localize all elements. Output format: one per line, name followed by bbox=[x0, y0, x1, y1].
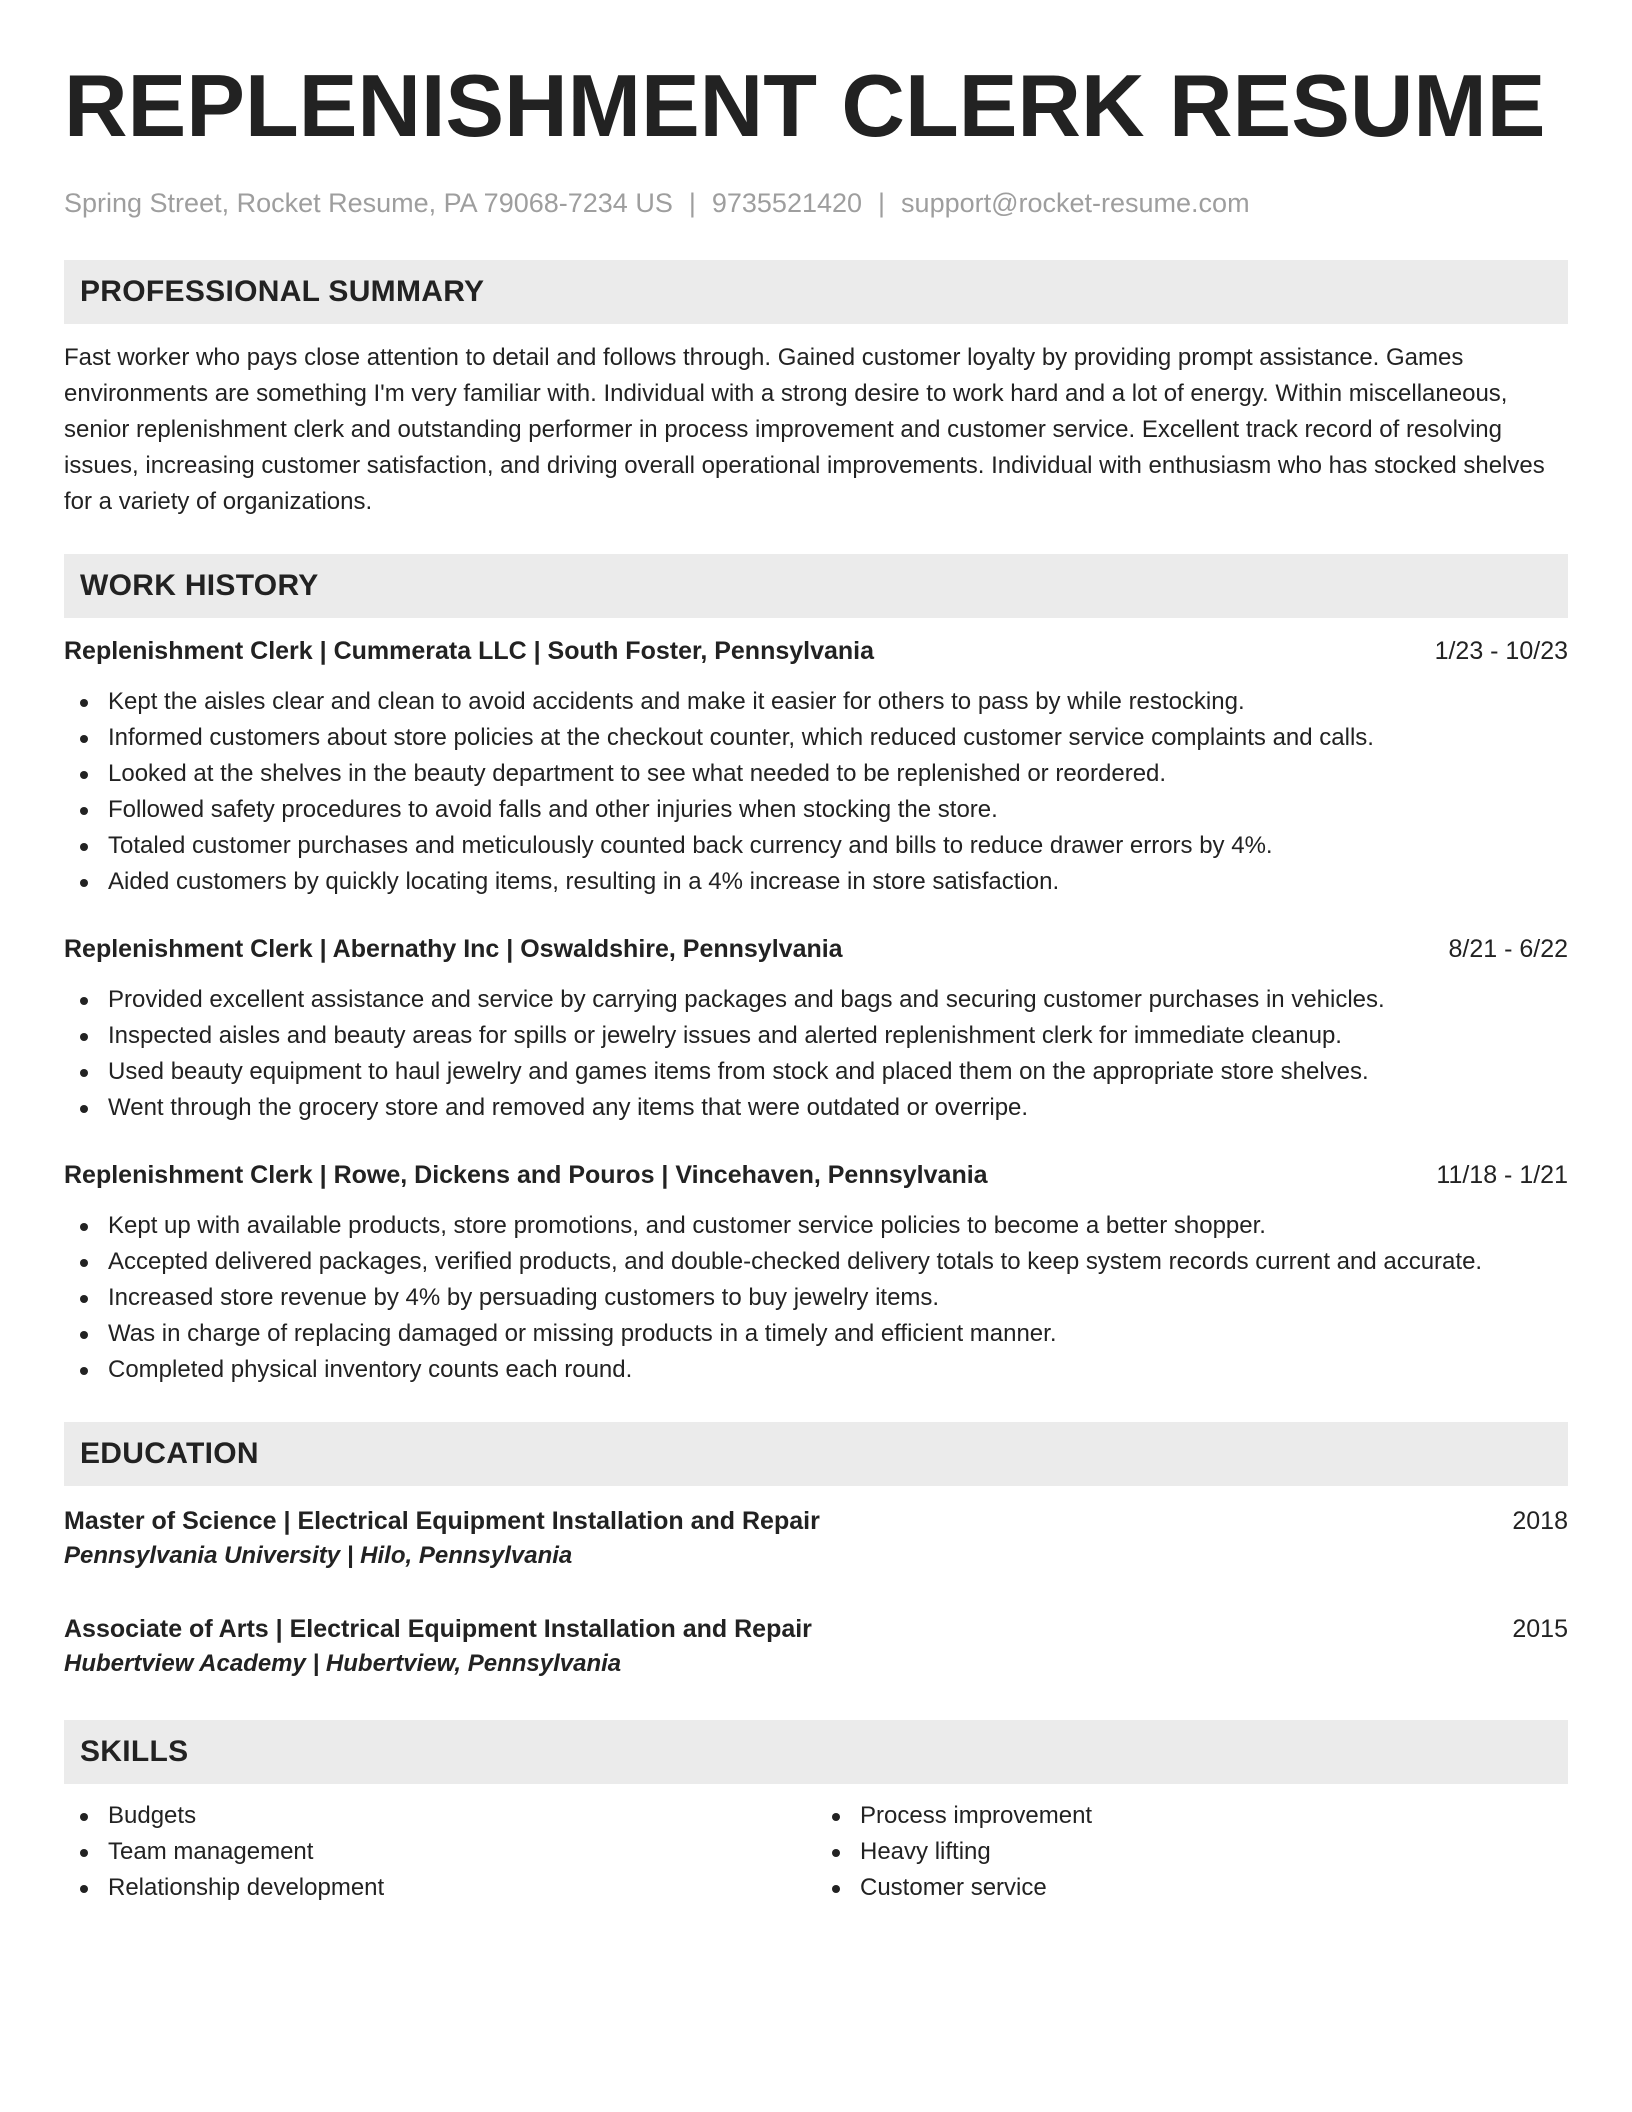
job-duty: Inspected aisles and beauty areas for spills or jewelry issues and alerted replenishment clerk for immediate cleanup. bbox=[64, 1018, 1568, 1054]
summary-text: Fast worker who pays close attention to detail and follows through. Gained customer loyalty by providing prompt assistance. Games environments are something I'm very familiar with. Individual with a strong desire to work hard and a lot of energy. Within miscellaneous, senior replenishment clerk and outstanding performer in process improvement and customer service. Excellent track record of resolving issues, increasing customer satisfaction, and driving overall operational improvements. Individual with enthusiasm who has stocked shelves for a variety of organizations. bbox=[64, 344, 1545, 515]
education-school: Pennsylvania University | Hilo, Pennsylvania bbox=[64, 1542, 573, 1569]
contact-separator: | bbox=[688, 188, 696, 218]
job-duty: Went through the grocery store and removed any items that were outdated or overripe. bbox=[64, 1090, 1568, 1126]
job-duty: Kept the aisles clear and clean to avoid accidents and make it easier for others to pass by while restocking. bbox=[64, 684, 1568, 720]
job-title: Replenishment Clerk | Cummerata LLC | South Foster, Pennsylvania bbox=[64, 637, 875, 665]
job-duty: Followed safety procedures to avoid falls and other injuries when stocking the store. bbox=[64, 792, 1568, 828]
job-duty: Accepted delivered packages, verified products, and double-checked delivery totals to keep system records current and accurate. bbox=[64, 1244, 1568, 1280]
skill-item: Customer service bbox=[816, 1870, 1568, 1906]
job-duties bbox=[64, 684, 1568, 900]
contact-phone: 9735521420 bbox=[711, 188, 863, 218]
job-duty: Used beauty equipment to haul jewelry and games items from stock and placed them on the appropriate store shelves. bbox=[64, 1054, 1568, 1090]
job-duties bbox=[64, 1208, 1568, 1388]
skills-column-left bbox=[64, 1798, 816, 1906]
job-duty: Was in charge of replacing damaged or missing products in a timely and efficient manner. bbox=[64, 1316, 1568, 1352]
job-entry bbox=[64, 1158, 1568, 1388]
job-duty: Kept up with available products, store promotions, and customer service policies to become a better shopper. bbox=[64, 1208, 1568, 1244]
education-year: 2015 bbox=[1512, 1615, 1568, 1643]
skills-heading: SKILLS bbox=[64, 1720, 1568, 1784]
job-duty: Completed physical inventory counts each round. bbox=[64, 1352, 1568, 1388]
skill-item: Process improvement bbox=[816, 1798, 1568, 1834]
job-duty: Totaled customer purchases and meticulously counted back currency and bills to reduce drawer errors by 4%. bbox=[64, 828, 1568, 864]
job-header bbox=[64, 932, 1568, 966]
education-entry bbox=[64, 1612, 1568, 1682]
job-dates: 11/18 - 1/21 bbox=[1436, 1161, 1568, 1189]
job-dates: 1/23 - 10/23 bbox=[1434, 637, 1568, 665]
education-header bbox=[64, 1504, 1568, 1538]
education-school: Hubertview Academy | Hubertview, Pennsylvania bbox=[64, 1650, 622, 1677]
job-duties bbox=[64, 982, 1568, 1126]
job-duty: Increased store revenue by 4% by persuading customers to buy jewelry items. bbox=[64, 1280, 1568, 1316]
job-header bbox=[64, 634, 1568, 668]
job-duty: Provided excellent assistance and service by carrying packages and bags and securing customer purchases in vehicles. bbox=[64, 982, 1568, 1018]
education-degree: Master of Science | Electrical Equipment Installation and Repair bbox=[64, 1507, 820, 1535]
job-header bbox=[64, 1158, 1568, 1192]
contact-email: support@rocket-resume.com bbox=[901, 188, 1250, 218]
job-dates: 8/21 - 6/22 bbox=[1448, 935, 1568, 963]
job-title: Replenishment Clerk | Abernathy Inc | Oswaldshire, Pennsylvania bbox=[64, 935, 843, 963]
skill-item: Team management bbox=[64, 1834, 816, 1870]
work-history-heading: WORK HISTORY bbox=[64, 554, 1568, 618]
education-entry bbox=[64, 1504, 1568, 1574]
contact-address: Spring Street, Rocket Resume, PA 79068-7234 US bbox=[64, 188, 673, 218]
job-entry bbox=[64, 634, 1568, 900]
education-heading: EDUCATION bbox=[64, 1422, 1568, 1486]
job-duty: Aided customers by quickly locating items, resulting in a 4% increase in store satisfaction. bbox=[64, 864, 1568, 900]
contact-line bbox=[64, 186, 1568, 220]
job-duty: Looked at the shelves in the beauty department to see what needed to be replenished or reordered. bbox=[64, 756, 1568, 792]
job-title: Replenishment Clerk | Rowe, Dickens and Pouros | Vincehaven, Pennsylvania bbox=[64, 1161, 988, 1189]
skills-column-right bbox=[816, 1798, 1568, 1906]
job-entry bbox=[64, 932, 1568, 1126]
skills-list bbox=[64, 1798, 1568, 1906]
skill-item: Budgets bbox=[64, 1798, 816, 1834]
resume-title: REPLENISHMENT CLERK RESUME bbox=[64, 56, 1546, 155]
education-year: 2018 bbox=[1512, 1507, 1568, 1535]
job-duty: Informed customers about store policies at the checkout counter, which reduced customer service complaints and calls. bbox=[64, 720, 1568, 756]
education-header bbox=[64, 1612, 1568, 1646]
contact-separator: | bbox=[878, 188, 886, 218]
summary-heading: PROFESSIONAL SUMMARY bbox=[64, 260, 1568, 324]
skill-item: Heavy lifting bbox=[816, 1834, 1568, 1870]
education-degree: Associate of Arts | Electrical Equipment Installation and Repair bbox=[64, 1615, 812, 1643]
skill-item: Relationship development bbox=[64, 1870, 816, 1906]
